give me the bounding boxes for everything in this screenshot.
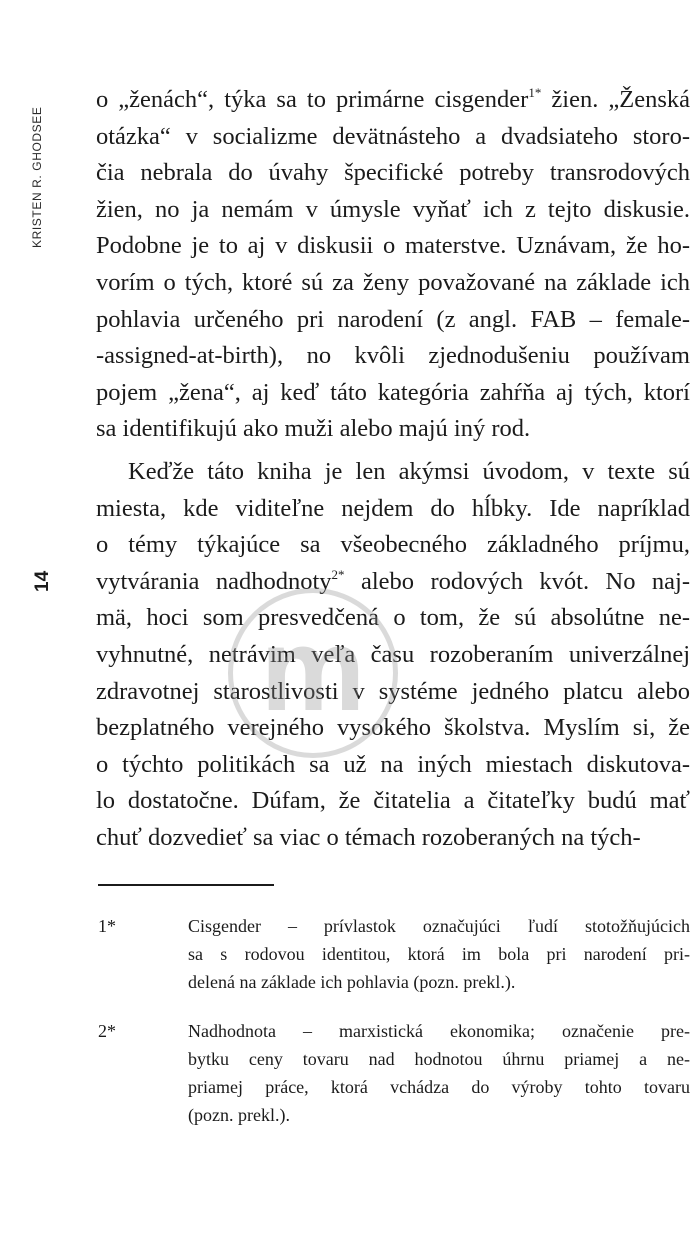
footnote-marker: 2* xyxy=(98,1020,116,1041)
footnote-line: Nadhodnota – marxistická ekonomika; označenie pre- xyxy=(188,1020,690,1041)
text-fragment: o „ženách“, týka sa to primárne cisgender xyxy=(96,86,529,113)
footnote-reference: 2* xyxy=(331,566,345,582)
text-line xyxy=(96,228,690,265)
text-line xyxy=(96,600,690,637)
text-fragment: otázka“ v socializme devätnásteho a dvadsiateho storo- xyxy=(96,122,690,150)
text-fragment: pojem „žena“, aj keď táto kategória zahŕňa aj tých, ktorí xyxy=(96,378,690,406)
watermark-glyph: m xyxy=(260,604,366,736)
text-fragment: vyhnutné, netrávim veľa času rozoberaním univerzálnej xyxy=(96,640,690,668)
text-line xyxy=(96,155,690,192)
text-line xyxy=(96,783,690,820)
text-fragment: -assigned-at-birth), no kvôli zjednodušeniu používam xyxy=(96,342,690,370)
footnote-marker: 1* xyxy=(98,916,116,936)
text-fragment: čia nebrala do úvahy špecifické potreby transrodových xyxy=(96,159,690,187)
text-line xyxy=(96,338,690,375)
text-fragment: zdravotnej starostlivosti v systéme jedného platcu alebo xyxy=(96,677,690,705)
text-fragment: o témy týkajúce sa všeobecného základného príjmu, xyxy=(96,531,690,559)
text-line xyxy=(96,454,690,491)
text-fragment: alebo rodových kvót. No naj- xyxy=(344,567,690,595)
footnote-text xyxy=(188,912,690,997)
text-line xyxy=(96,527,690,564)
text-line xyxy=(96,302,690,339)
footnote xyxy=(96,912,690,997)
text-fragment: Podobne je to aj v diskusii o materstve. Uznávam, že ho- xyxy=(96,232,690,260)
text-line xyxy=(96,747,690,784)
text-line xyxy=(96,820,690,857)
text-fragment: sa identifikujú ako muži alebo majú iný rod. xyxy=(96,415,531,443)
text-line xyxy=(96,375,690,412)
text-fragment: miesta, kde viditeľne nejdem do hĺbky. Ide napríklad xyxy=(96,494,690,522)
watermark-logo xyxy=(228,588,398,758)
author-name: KRISTEN R. GHODSEE xyxy=(30,106,44,248)
body-text xyxy=(96,82,690,856)
text-fragment: Keďže táto kniha je len akýmsi úvodom, v texte sú xyxy=(128,457,690,485)
text-fragment: žien, no ja nemám v úmysle vyňať ich z tejto diskusie. xyxy=(96,195,690,223)
footnote-reference: 1* xyxy=(528,85,542,100)
text-line xyxy=(96,710,690,747)
text-line xyxy=(96,564,690,601)
text-fragment: vorím o tých, ktoré sú za ženy považované na základe ich xyxy=(96,268,690,296)
footnote-line: delená na základe ich pohlavia (pozn. prekl.). xyxy=(188,972,516,993)
text-fragment: bezplatného verejného vysokého školstva. Myslím si, že xyxy=(96,714,690,742)
footnote-divider xyxy=(98,884,274,886)
text-fragment: lo dostatočne. Dúfam, že čitatelia a čitateľky budú mať xyxy=(96,787,690,815)
text-fragment: žien. „Ženská xyxy=(541,86,690,113)
page-number-label: 14 xyxy=(32,570,53,592)
page-number xyxy=(32,560,56,600)
footnote-line: sa s rodovou identitou, ktorá im bola pri narodení pri- xyxy=(188,944,690,965)
text-fragment: o týchto politikách sa už na iných miestach diskutova- xyxy=(96,750,690,778)
text-fragment: mä, hoci som presvedčená o tom, že sú absolútne ne- xyxy=(96,604,690,632)
text-fragment: vytvárania nadhodnoty xyxy=(96,567,332,595)
paragraph-1 xyxy=(96,82,690,448)
footnote-line: (pozn. prekl.). xyxy=(188,1105,290,1126)
footnote-line: bytku ceny tovaru nad hodnotou úhrnu priamej a ne- xyxy=(188,1048,690,1069)
text-line xyxy=(96,192,690,229)
footnote-text xyxy=(188,1017,690,1130)
text-fragment: chuť dozvedieť sa viac o témach rozoberaných na tých- xyxy=(96,823,641,851)
text-line xyxy=(96,119,690,156)
footnote-line: priamej práce, ktorá vchádza do výroby tohto tovaru xyxy=(188,1076,690,1097)
text-line xyxy=(96,265,690,302)
text-line xyxy=(96,491,690,528)
text-line xyxy=(96,82,690,119)
footnote-line: Cisgender – prívlastok označujúci ľudí stotožňujúcich xyxy=(188,916,690,936)
footnote xyxy=(96,1017,690,1130)
footnotes xyxy=(96,912,690,1149)
text-fragment: pohlavia určeného pri narodení (z angl. FAB – female- xyxy=(96,305,690,333)
text-line xyxy=(96,411,690,448)
running-head xyxy=(30,80,46,260)
